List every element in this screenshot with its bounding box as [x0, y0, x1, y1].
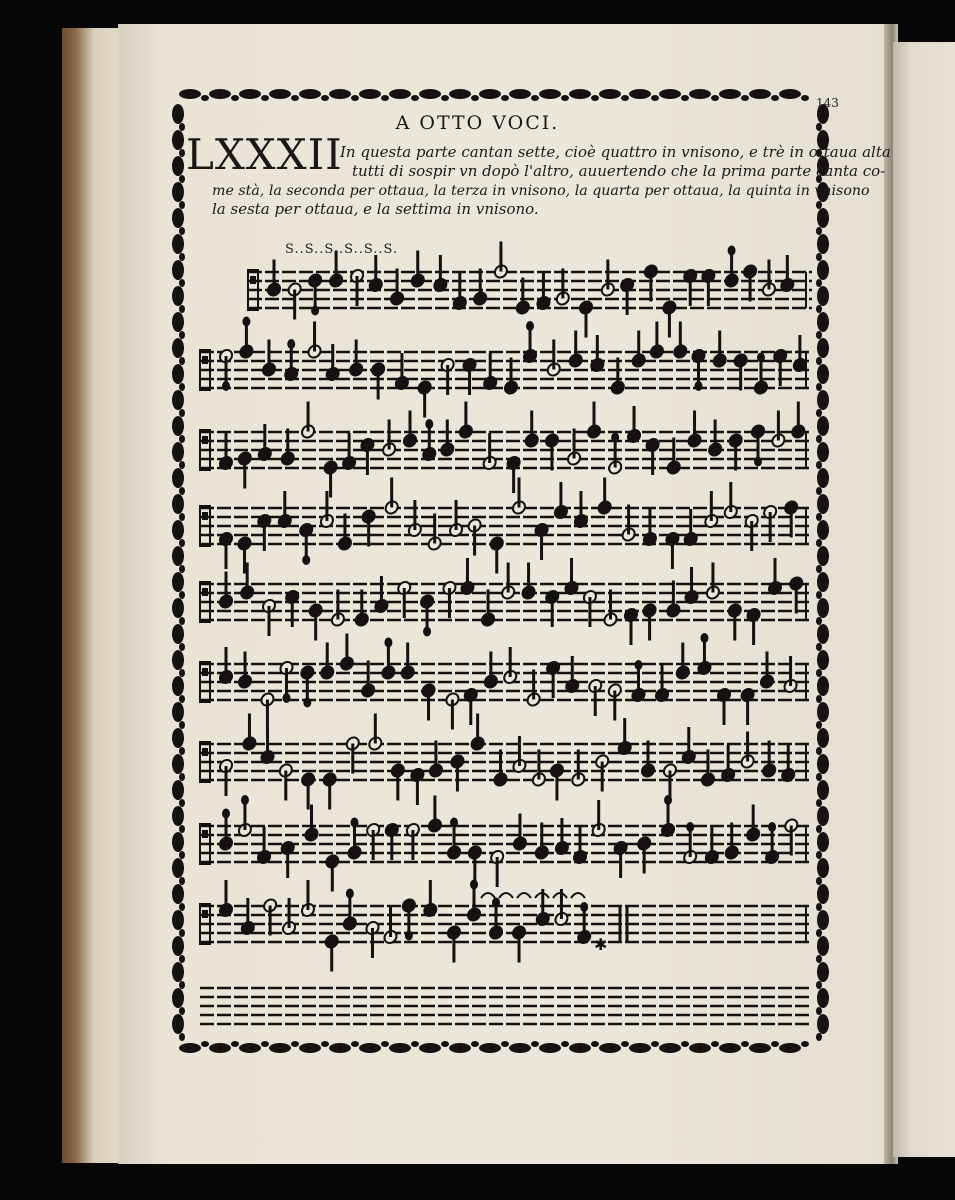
description-line-1: In questa parte cantan sette, cioè quattro in vnisono, e trè in ottaua alta	[340, 143, 891, 161]
page-number: 143	[816, 96, 839, 110]
note-flag	[423, 627, 431, 637]
fermata	[571, 893, 585, 898]
clef	[250, 276, 256, 284]
clef	[202, 748, 208, 756]
note-flag	[351, 818, 359, 828]
fermata	[517, 893, 531, 898]
note-flag	[611, 433, 619, 443]
note-flag	[664, 795, 672, 805]
clef	[202, 668, 208, 676]
note-flag	[492, 898, 500, 908]
note-flag	[700, 633, 708, 643]
note-flag	[470, 880, 478, 890]
note-flag	[450, 818, 458, 828]
note-flag	[222, 381, 230, 391]
note-flag	[686, 822, 694, 832]
fermata	[499, 893, 513, 898]
canon-number: LXXXII	[186, 130, 343, 179]
note-flag	[754, 457, 762, 467]
note-flag	[302, 555, 310, 565]
music-staff	[200, 633, 812, 730]
clef	[202, 436, 208, 444]
music-staff	[200, 988, 812, 1024]
note-flag	[526, 321, 534, 331]
clef	[202, 512, 208, 520]
note-flag	[425, 419, 433, 429]
note-flag	[728, 246, 736, 256]
note-flag	[241, 795, 249, 805]
note-flag	[242, 317, 250, 327]
clef	[202, 830, 208, 838]
description-line-2: tutti di sospir vn dopò l'altro, auuertendo che la prima parte canta co-	[352, 162, 886, 180]
description-line-3: me stà, la seconda per ottaua, la terza in vnisono, la quarta per ottaua, la quinta in vnisono	[212, 183, 870, 199]
music-staff	[200, 795, 812, 892]
note-flag	[694, 381, 702, 391]
music-staff	[200, 478, 812, 574]
note-flag	[405, 931, 413, 941]
sign-congruentiae: ✱	[594, 935, 608, 954]
note-flag	[346, 889, 354, 899]
note-flag	[287, 339, 295, 349]
mensuration-marks: S..S..S..S..S..S.	[285, 242, 399, 257]
music-staff	[200, 402, 812, 498]
note-flag	[222, 809, 230, 819]
music-staff	[200, 558, 812, 645]
clef	[202, 910, 208, 918]
music-staff	[200, 714, 812, 810]
note-flag	[580, 902, 588, 912]
clef	[202, 356, 208, 364]
note-flag	[768, 822, 776, 832]
description-line-4: la sesta per ottaua, e la settima in vnisono.	[212, 200, 539, 218]
music-staff	[200, 317, 812, 418]
page-title: A OTTO VOCI.	[395, 112, 560, 134]
note-flag	[303, 698, 311, 708]
note-flag	[311, 306, 319, 316]
note-flag	[384, 638, 392, 648]
note-flag	[283, 693, 291, 703]
note-flag	[757, 353, 765, 363]
fermata	[481, 893, 495, 898]
clef	[202, 588, 208, 596]
music-staff	[200, 880, 812, 972]
note-flag	[635, 660, 643, 670]
